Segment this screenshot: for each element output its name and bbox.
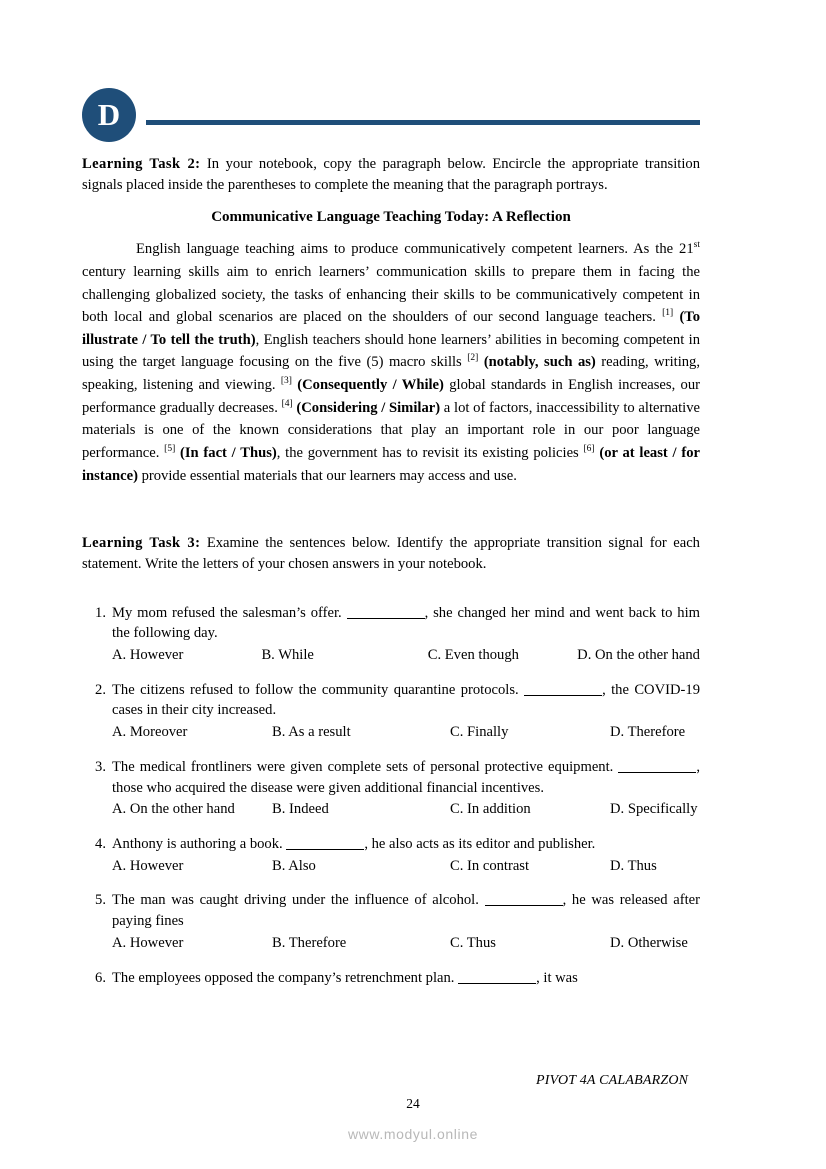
- list-item: [82, 757, 700, 820]
- item-text-after: , the COVID-19 cases in their city increased.: [112, 681, 700, 719]
- item-text: [112, 890, 700, 931]
- answer-blank[interactable]: [347, 618, 425, 619]
- answer-blank[interactable]: [485, 905, 563, 906]
- item-number: 6.: [95, 969, 106, 986]
- passage-seg-1: English language teaching aims to produce communicatively competent learners. As the 21: [136, 241, 694, 258]
- item-text-before: The man was caught driving under the influence of alcohol.: [112, 892, 485, 909]
- passage-marker-1: [1]: [662, 308, 674, 319]
- answer-blank[interactable]: [286, 849, 364, 850]
- list-item: [82, 834, 700, 876]
- passage-title: Communicative Language Teaching Today: A Reflection: [211, 209, 571, 226]
- passage-option-6[interactable]: (or at least / for instance): [82, 444, 700, 484]
- passage-marker-5: [5]: [164, 444, 176, 455]
- passage-option-3[interactable]: (Consequently / While): [297, 377, 444, 394]
- item-text-before: Anthony is authoring a book.: [112, 836, 287, 853]
- list-item: [82, 680, 700, 743]
- list-item: [82, 603, 700, 666]
- learning-task-3-instruction: [82, 533, 700, 574]
- item-choices: [112, 722, 700, 743]
- passage-seg-2: century learning skills aim to enrich learners’ communication skills to prepare them in facing the challenging globalized society, the tasks of enhancing their skills to be communicatively competent in both local and global scenarios are placed on the shoulders of our second language teachers.: [82, 264, 700, 326]
- item-number: 3.: [95, 758, 106, 775]
- choice-b[interactable]: B. Therefore: [272, 934, 347, 951]
- passage-marker-4: [4]: [281, 398, 293, 409]
- list-item: [82, 890, 700, 953]
- section-header: [82, 86, 700, 144]
- learning-task-3-label: Learning Task 3:: [82, 535, 201, 552]
- learning-task-2-label: Learning Task 2:: [82, 156, 201, 172]
- item-text: [112, 968, 700, 989]
- passage-option-2[interactable]: (notably, such as): [483, 354, 596, 371]
- item-text-after: , it was: [536, 969, 578, 986]
- header-rule-wrapper: [146, 120, 700, 125]
- item-choices: [112, 645, 700, 666]
- item-number: 1.: [95, 604, 106, 621]
- passage-marker-6: [6]: [583, 444, 595, 455]
- item-text: [112, 834, 700, 855]
- choice-d[interactable]: D. Otherwise: [610, 934, 688, 951]
- choice-d[interactable]: D. Thus: [610, 857, 657, 874]
- page-content: [82, 86, 700, 1002]
- choice-d[interactable]: D. Therefore: [610, 724, 686, 741]
- passage-seg-4: reading, writing, speaking, listening and viewing.: [82, 354, 700, 394]
- answer-blank[interactable]: [458, 983, 536, 984]
- passage-seg-3: , English teachers should hone learners’ abilities in becoming competent in using the target language focusing on the five (5) macro skills: [82, 331, 700, 371]
- header-rule: [146, 120, 700, 125]
- passage-seg-5: global standards in English increases, our performance gradually decreases.: [82, 377, 701, 416]
- item-text: [112, 603, 700, 644]
- spacer-2: [82, 581, 700, 603]
- item-text-before: My mom refused the salesman’s offer.: [112, 604, 347, 621]
- choice-b[interactable]: B. Also: [272, 857, 316, 874]
- choice-d[interactable]: D. On the other hand: [577, 647, 700, 664]
- watermark: www.modyul.online: [347, 1126, 479, 1142]
- choice-d[interactable]: D. Specifically: [610, 801, 698, 818]
- choice-a[interactable]: A. On the other hand: [112, 801, 235, 818]
- footer-note: PIVOT 4A CALABARZON: [536, 1073, 689, 1088]
- passage-option-5[interactable]: (In fact / Thus): [180, 444, 277, 461]
- item-text-before: The medical frontliners were given complete sets of personal protective equipment.: [112, 758, 619, 775]
- item-text-after: , he was released after paying fines: [112, 892, 700, 930]
- item-text: [112, 680, 700, 721]
- choice-b[interactable]: B. While: [261, 647, 314, 664]
- answer-blank[interactable]: [524, 695, 602, 696]
- item-number: 2.: [95, 681, 106, 698]
- passage-ordinal-suffix: st: [693, 240, 700, 251]
- item-choices: [112, 799, 700, 820]
- item-text-after: , she changed her mind and went back to him the following day.: [112, 604, 701, 642]
- choice-b[interactable]: B. Indeed: [272, 801, 329, 818]
- item-text-before: The citizens refused to follow the community quarantine protocols.: [112, 681, 525, 698]
- learning-task-2-instruction-text: In your notebook, copy the paragraph below. Encircle the appropriate transition signals placed inside the parentheses to complete the meaning that the paragraph portrays.: [82, 156, 700, 193]
- item-text-after: , those who acquired the disease were given additional financial incentives.: [112, 758, 700, 796]
- choice-a[interactable]: A. Moreover: [112, 724, 188, 741]
- item-number: 4.: [95, 836, 106, 853]
- learning-task-2-instruction: [82, 154, 700, 195]
- choice-b[interactable]: B. As a result: [272, 724, 351, 741]
- passage-marker-2: [2]: [467, 353, 479, 364]
- spacer: [82, 487, 700, 533]
- page-number: 24: [406, 1096, 420, 1111]
- learning-task-3-instruction-text: Examine the sentences below. Identify the appropriate transition signal for each statement. Write the letters of your chosen answers in your notebook.: [82, 535, 700, 572]
- section-badge: D: [82, 88, 136, 142]
- choice-a[interactable]: A. However: [112, 934, 184, 951]
- choice-a[interactable]: A. However: [112, 647, 184, 664]
- choice-c[interactable]: C. In contrast: [450, 857, 530, 874]
- item-text: [112, 757, 700, 798]
- choice-c[interactable]: C. In addition: [450, 801, 531, 818]
- choice-c[interactable]: C. Thus: [450, 934, 496, 951]
- passage-seg-6: a lot of factors, inaccessibility to alternative materials is one of the known considerations that play an important role in our poor language performance.: [82, 399, 700, 461]
- choice-a[interactable]: A. However: [112, 857, 184, 874]
- choice-c[interactable]: C. Even though: [427, 647, 519, 664]
- question-list: [82, 603, 700, 989]
- choice-c[interactable]: C. Finally: [450, 724, 509, 741]
- passage-option-1[interactable]: (To illustrate / To tell the truth): [82, 309, 700, 348]
- item-text-before: The employees opposed the company’s retrenchment plan.: [112, 969, 459, 986]
- item-choices: [112, 856, 700, 877]
- item-choices: [112, 933, 700, 954]
- passage-paragraph: [82, 238, 700, 487]
- passage-seg-7: , the government has to revisit its existing policies: [276, 444, 584, 461]
- answer-blank[interactable]: [618, 772, 696, 773]
- passage-option-4[interactable]: (Considering / Similar): [296, 399, 441, 416]
- passage-seg-8: provide essential materials that our learners may access and use.: [137, 467, 517, 484]
- item-number: 5.: [95, 892, 106, 909]
- item-text-after: , he also acts as its editor and publisher.: [364, 836, 596, 853]
- passage-marker-3: [3]: [280, 376, 292, 387]
- list-item: [82, 968, 700, 989]
